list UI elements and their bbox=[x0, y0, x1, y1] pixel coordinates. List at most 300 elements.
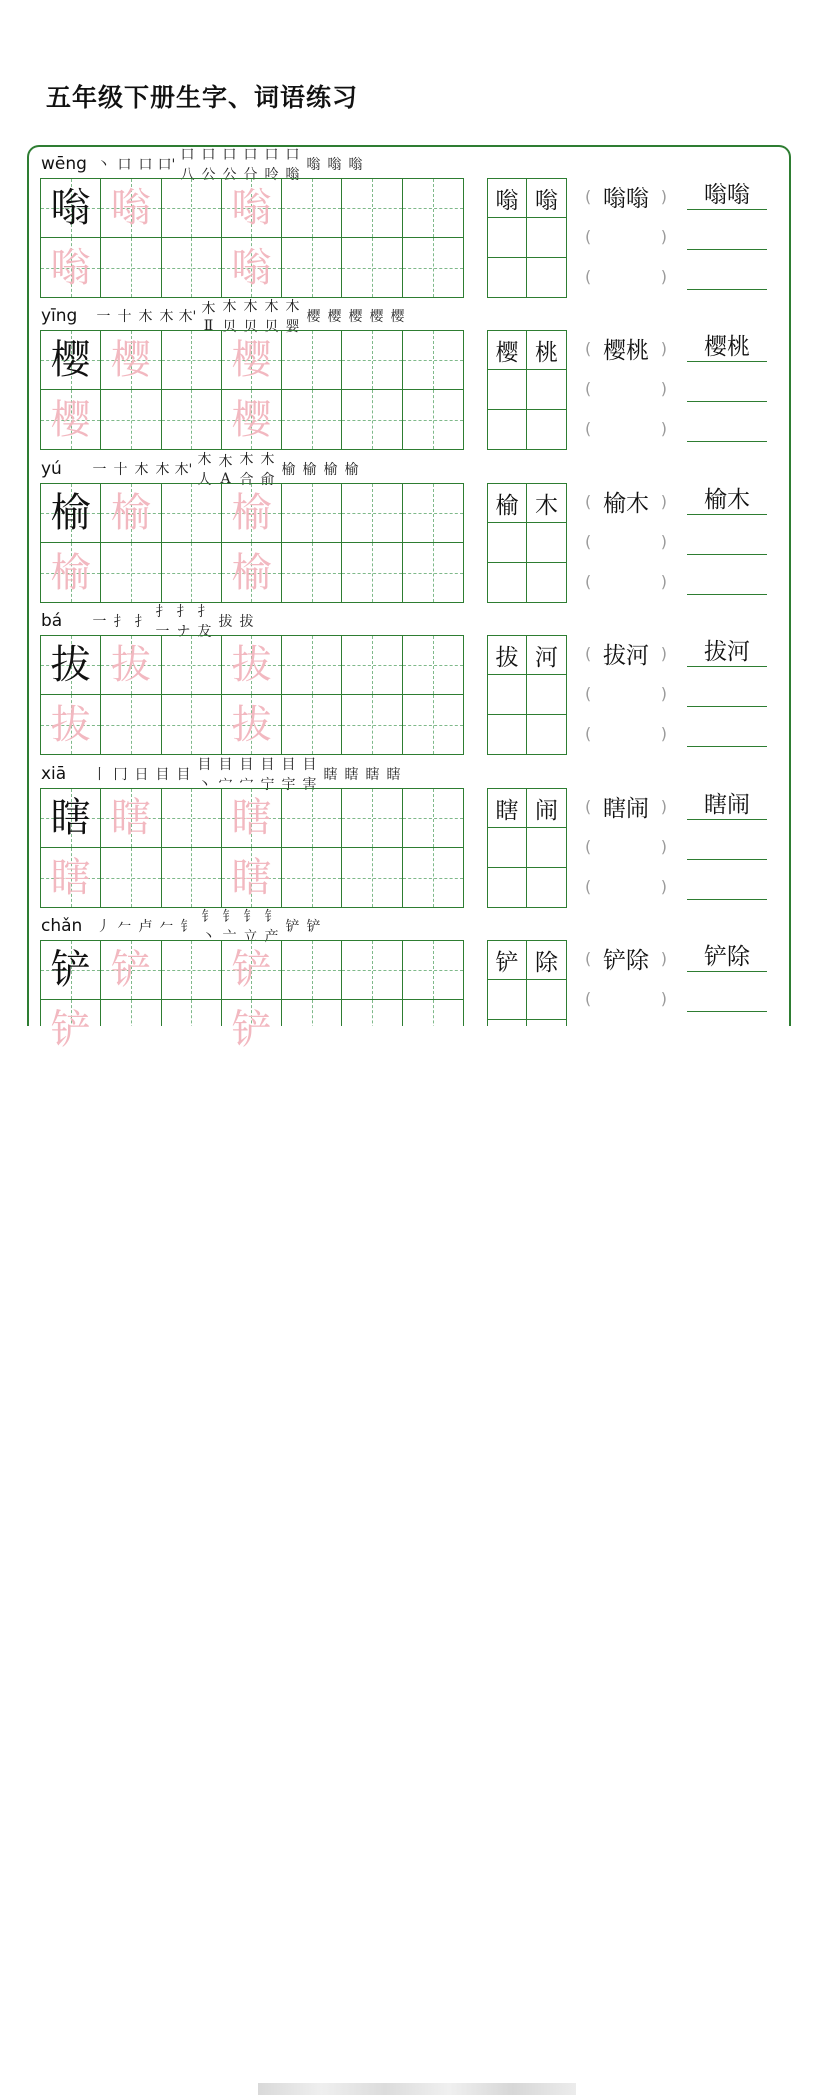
word-cell[interactable] bbox=[527, 410, 566, 449]
right-paren: ) bbox=[660, 531, 667, 551]
practice-cell[interactable] bbox=[222, 543, 282, 602]
right-paren: ) bbox=[660, 683, 667, 703]
word-cell[interactable] bbox=[488, 258, 527, 297]
word-cell[interactable] bbox=[527, 370, 566, 409]
stroke-step: 嗡 bbox=[327, 157, 342, 173]
right-paren: ) bbox=[660, 988, 667, 1008]
practice-block bbox=[29, 606, 791, 758]
word-cell[interactable] bbox=[488, 675, 527, 714]
word-character: 嗡 bbox=[535, 187, 558, 214]
practice-cell[interactable] bbox=[222, 390, 282, 449]
stroke-step: 木 bbox=[138, 309, 153, 325]
word-character: 嗡 bbox=[495, 187, 519, 214]
stroke-order bbox=[89, 757, 404, 793]
practice-cell[interactable] bbox=[403, 636, 463, 695]
stroke-step: 十 bbox=[113, 462, 128, 478]
practice-cell[interactable] bbox=[222, 941, 282, 1000]
trace-character: 嗡 bbox=[231, 244, 272, 291]
left-paren: ( bbox=[585, 643, 592, 663]
stroke-step: 钅立 bbox=[243, 909, 258, 945]
practice-cell[interactable] bbox=[222, 484, 282, 543]
practice-cell[interactable] bbox=[403, 390, 463, 449]
left-paren: ( bbox=[585, 796, 592, 816]
underline-slot[interactable] bbox=[687, 981, 767, 1012]
word-character: 河 bbox=[535, 644, 558, 671]
stroke-step: 口公 bbox=[201, 147, 216, 183]
stroke-step: 榆 bbox=[281, 462, 296, 478]
parenthesis-slot[interactable] bbox=[585, 566, 667, 596]
stroke-step: 木婴 bbox=[285, 299, 300, 335]
word-cell[interactable] bbox=[488, 789, 527, 828]
word-cell[interactable] bbox=[488, 563, 527, 602]
practice-cell[interactable] bbox=[342, 543, 402, 602]
parenthesis-slot[interactable] bbox=[585, 831, 667, 861]
underline-slot[interactable] bbox=[687, 259, 767, 290]
practice-cell[interactable] bbox=[282, 390, 342, 449]
trace-character: 瞎 bbox=[50, 854, 91, 901]
right-paren: ) bbox=[660, 491, 667, 511]
practice-cell[interactable] bbox=[162, 695, 222, 754]
practice-cell[interactable] bbox=[403, 484, 463, 543]
practice-cell[interactable] bbox=[222, 238, 282, 297]
practice-cell[interactable] bbox=[282, 331, 342, 390]
left-paren: ( bbox=[585, 226, 592, 246]
practice-cell[interactable] bbox=[282, 789, 342, 848]
word-character: 拔 bbox=[495, 644, 519, 671]
paren-word: 拔河 bbox=[603, 642, 649, 669]
stroke-step: 木人 bbox=[197, 452, 212, 488]
practice-cell[interactable] bbox=[342, 179, 402, 238]
parenthesis-slot[interactable] bbox=[585, 526, 667, 556]
practice-cell[interactable] bbox=[162, 484, 222, 543]
character-practice-grid bbox=[40, 788, 464, 908]
word-cell[interactable] bbox=[527, 179, 566, 218]
practice-cell[interactable] bbox=[403, 695, 463, 754]
practice-cell[interactable] bbox=[41, 695, 101, 754]
stroke-step: 一 bbox=[96, 309, 111, 325]
word-practice-box bbox=[487, 178, 567, 298]
underline-slot bbox=[687, 331, 767, 362]
underline-slot[interactable] bbox=[687, 564, 767, 595]
word-cell[interactable] bbox=[488, 941, 527, 980]
word-cell[interactable] bbox=[488, 410, 527, 449]
stroke-step: 钅丶 bbox=[201, 909, 216, 945]
stroke-step: 口 bbox=[138, 157, 153, 173]
word-cell[interactable] bbox=[488, 331, 527, 370]
pinyin-label: chǎn bbox=[41, 916, 83, 936]
underline-slot bbox=[687, 484, 767, 515]
trace-character: 樱 bbox=[231, 396, 272, 443]
practice-cell[interactable] bbox=[342, 238, 402, 297]
underline-slot[interactable] bbox=[687, 411, 767, 442]
practice-block bbox=[29, 759, 791, 911]
stroke-step: 目害 bbox=[302, 757, 317, 793]
stroke-step: 口㕣 bbox=[243, 147, 258, 183]
practice-cell[interactable] bbox=[222, 331, 282, 390]
paren-word: 榆木 bbox=[603, 490, 649, 517]
stroke-step: 铲 bbox=[306, 919, 321, 935]
word-cell[interactable] bbox=[488, 370, 527, 409]
practice-cell[interactable] bbox=[222, 695, 282, 754]
trace-character: 嗡 bbox=[110, 185, 151, 231]
word-cell[interactable] bbox=[488, 980, 527, 1019]
stroke-step: 日 bbox=[134, 767, 149, 783]
practice-cell[interactable] bbox=[403, 238, 463, 297]
word-cell[interactable] bbox=[488, 828, 527, 867]
trace-character: 榆 bbox=[231, 490, 272, 536]
parenthesis-slot[interactable] bbox=[585, 261, 667, 291]
practice-cell[interactable] bbox=[41, 238, 101, 297]
practice-cell[interactable] bbox=[101, 789, 161, 848]
practice-cell[interactable] bbox=[101, 484, 161, 543]
practice-cell[interactable] bbox=[403, 789, 463, 848]
practice-cell[interactable] bbox=[162, 848, 222, 907]
practice-cell[interactable] bbox=[403, 331, 463, 390]
practice-cell[interactable] bbox=[41, 390, 101, 449]
stroke-step: 目 bbox=[155, 767, 170, 783]
stroke-step: 口嗡 bbox=[285, 147, 300, 183]
underline-slot[interactable] bbox=[687, 829, 767, 860]
blurred-watermark-bar bbox=[258, 2083, 576, 2095]
pinyin-row bbox=[41, 915, 82, 937]
right-paren: ) bbox=[660, 378, 667, 398]
underline-slot[interactable] bbox=[687, 716, 767, 747]
paren-word: 嗡嗡 bbox=[603, 185, 649, 212]
practice-cell[interactable] bbox=[41, 941, 101, 1000]
word-cell[interactable] bbox=[488, 868, 527, 907]
left-paren: ( bbox=[585, 876, 592, 896]
practice-cell[interactable] bbox=[342, 390, 402, 449]
trace-character: 铲 bbox=[110, 947, 151, 993]
stroke-step: 丿 bbox=[96, 919, 111, 935]
practice-cell[interactable] bbox=[101, 390, 161, 449]
practice-cell[interactable] bbox=[162, 179, 222, 238]
left-paren: ( bbox=[585, 418, 592, 438]
stroke-step: 目宇 bbox=[281, 757, 296, 793]
trace-character: 瞎 bbox=[110, 795, 151, 841]
right-paren: ) bbox=[660, 266, 667, 286]
trace-character: 榆 bbox=[231, 549, 272, 596]
underline-word: 榆木 bbox=[704, 487, 750, 513]
practice-cell[interactable] bbox=[162, 543, 222, 602]
underline-word: 樱桃 bbox=[704, 334, 750, 360]
stroke-step: 榆 bbox=[344, 462, 359, 478]
stroke-step: 瞎 bbox=[323, 767, 338, 783]
practice-cell[interactable] bbox=[342, 695, 402, 754]
model-character: 樱 bbox=[50, 337, 91, 383]
word-cell[interactable] bbox=[527, 828, 566, 867]
stroke-step: 扌一 bbox=[155, 604, 170, 640]
stroke-step: 𠂉 bbox=[159, 919, 174, 935]
right-paren: ) bbox=[660, 571, 667, 591]
trace-character: 樱 bbox=[110, 337, 151, 383]
stroke-step: 瞎 bbox=[344, 767, 359, 783]
left-paren: ( bbox=[585, 338, 592, 358]
underline-slot[interactable] bbox=[687, 676, 767, 707]
word-character: 铲 bbox=[495, 949, 519, 976]
pinyin-label: yīng bbox=[41, 306, 78, 326]
underline-slot[interactable] bbox=[687, 219, 767, 250]
practice-cell[interactable] bbox=[282, 543, 342, 602]
practice-cell[interactable] bbox=[282, 484, 342, 543]
stroke-step: 口公 bbox=[222, 147, 237, 183]
trace-character: 嗡 bbox=[50, 244, 91, 291]
stroke-step: 冂 bbox=[113, 767, 128, 783]
underline-slot bbox=[687, 789, 767, 820]
trace-character: 榆 bbox=[50, 549, 91, 596]
trace-character: 樱 bbox=[50, 396, 91, 443]
stroke-step: 樱 bbox=[369, 309, 384, 325]
right-paren: ) bbox=[660, 418, 667, 438]
word-cell[interactable] bbox=[488, 218, 527, 257]
practice-cell[interactable] bbox=[222, 789, 282, 848]
underline-slot[interactable] bbox=[687, 869, 767, 900]
word-cell[interactable] bbox=[488, 523, 527, 562]
practice-cell[interactable] bbox=[282, 636, 342, 695]
right-paren: ) bbox=[660, 226, 667, 246]
stroke-step: 目宁 bbox=[260, 757, 275, 793]
practice-cell[interactable] bbox=[342, 636, 402, 695]
practice-cell[interactable] bbox=[101, 238, 161, 297]
word-cell[interactable] bbox=[527, 563, 566, 602]
stroke-step: 扌犮 bbox=[197, 604, 212, 640]
practice-cell[interactable] bbox=[162, 331, 222, 390]
worksheet-frame bbox=[27, 145, 791, 1065]
stroke-step: 口' bbox=[157, 157, 176, 173]
stroke-step: 一 bbox=[92, 614, 107, 630]
paren-word: 铲除 bbox=[603, 947, 649, 974]
left-paren: ( bbox=[585, 571, 592, 591]
character-practice-grid bbox=[40, 330, 464, 450]
stroke-step: 瞎 bbox=[365, 767, 380, 783]
word-cell[interactable] bbox=[527, 941, 566, 980]
stroke-step: 樱 bbox=[390, 309, 405, 325]
character-practice-grid bbox=[40, 483, 464, 603]
practice-cell[interactable] bbox=[41, 179, 101, 238]
practice-cell[interactable] bbox=[342, 484, 402, 543]
trace-character: 瞎 bbox=[231, 854, 272, 901]
stroke-step: 扌 bbox=[134, 614, 149, 630]
parenthesis-slot bbox=[585, 791, 667, 821]
pinyin-label: wēng bbox=[41, 154, 87, 174]
parenthesis-slot[interactable] bbox=[585, 373, 667, 403]
stroke-step: 一 bbox=[92, 462, 107, 478]
stroke-order bbox=[89, 604, 257, 640]
stroke-step: 扌ナ bbox=[176, 604, 191, 640]
model-character: 拔 bbox=[50, 642, 91, 688]
paren-word: 瞎闹 bbox=[603, 795, 649, 822]
practice-cell[interactable] bbox=[41, 543, 101, 602]
stroke-step: 木贝 bbox=[222, 299, 237, 335]
practice-cell[interactable] bbox=[222, 179, 282, 238]
stroke-step: 樱 bbox=[306, 309, 321, 325]
parenthesis-slot bbox=[585, 638, 667, 668]
right-paren: ) bbox=[660, 338, 667, 358]
practice-cell[interactable] bbox=[101, 543, 161, 602]
stroke-step: 口 bbox=[117, 157, 132, 173]
practice-cell[interactable] bbox=[41, 331, 101, 390]
word-cell[interactable] bbox=[527, 218, 566, 257]
underline-slot[interactable] bbox=[687, 371, 767, 402]
character-practice-grid bbox=[40, 635, 464, 755]
left-paren: ( bbox=[585, 378, 592, 398]
practice-cell[interactable] bbox=[41, 636, 101, 695]
underline-word: 嗡嗡 bbox=[704, 182, 750, 208]
stroke-step: 钅产 bbox=[264, 909, 279, 945]
word-character: 榆 bbox=[495, 492, 519, 519]
underline-slot[interactable] bbox=[687, 524, 767, 555]
parenthesis-slot[interactable] bbox=[585, 678, 667, 708]
pinyin-row bbox=[41, 305, 81, 327]
word-practice-box bbox=[487, 330, 567, 450]
parenthesis-slot[interactable] bbox=[585, 871, 667, 901]
practice-cell[interactable] bbox=[41, 789, 101, 848]
parenthesis-slot[interactable] bbox=[585, 413, 667, 443]
word-cell[interactable] bbox=[527, 331, 566, 370]
word-cell[interactable] bbox=[488, 484, 527, 523]
left-paren: ( bbox=[585, 988, 592, 1008]
practice-cell[interactable] bbox=[101, 848, 161, 907]
practice-cell[interactable] bbox=[101, 331, 161, 390]
left-paren: ( bbox=[585, 531, 592, 551]
stroke-step: 口八 bbox=[180, 147, 195, 183]
word-character: 桃 bbox=[535, 339, 558, 366]
left-paren: ( bbox=[585, 491, 592, 511]
stroke-step: 木合 bbox=[239, 452, 254, 488]
stroke-step: 瞎 bbox=[386, 767, 401, 783]
practice-cell[interactable] bbox=[101, 636, 161, 695]
stroke-step: 榆 bbox=[323, 462, 338, 478]
trace-character: 榆 bbox=[110, 490, 151, 536]
left-paren: ( bbox=[585, 723, 592, 743]
practice-cell[interactable] bbox=[282, 238, 342, 297]
practice-cell[interactable] bbox=[282, 848, 342, 907]
practice-cell[interactable] bbox=[162, 390, 222, 449]
underline-slot bbox=[687, 941, 767, 972]
stroke-order bbox=[93, 909, 324, 945]
trace-character: 拔 bbox=[110, 642, 151, 688]
practice-cell[interactable] bbox=[222, 636, 282, 695]
word-cell[interactable] bbox=[488, 715, 527, 754]
stroke-step: 榆 bbox=[302, 462, 317, 478]
practice-cell[interactable] bbox=[403, 941, 463, 1000]
word-cell[interactable] bbox=[527, 675, 566, 714]
practice-cell[interactable] bbox=[162, 789, 222, 848]
trace-character: 拔 bbox=[231, 701, 272, 748]
word-cell[interactable] bbox=[527, 523, 566, 562]
stroke-step: 樱 bbox=[327, 309, 342, 325]
word-cell[interactable] bbox=[527, 715, 566, 754]
model-character: 瞎 bbox=[50, 795, 91, 841]
stroke-step: 卢 bbox=[138, 919, 153, 935]
stroke-step: 𠂉 bbox=[117, 919, 132, 935]
practice-cell[interactable] bbox=[282, 941, 342, 1000]
word-cell[interactable] bbox=[527, 484, 566, 523]
practice-cell[interactable] bbox=[222, 848, 282, 907]
word-cell[interactable] bbox=[527, 868, 566, 907]
right-paren: ) bbox=[660, 796, 667, 816]
pinyin-row bbox=[41, 458, 81, 480]
practice-cell[interactable] bbox=[162, 636, 222, 695]
practice-cell[interactable] bbox=[162, 941, 222, 1000]
right-paren: ) bbox=[660, 948, 667, 968]
stroke-step: 钅 bbox=[180, 919, 195, 935]
parenthesis-slot bbox=[585, 943, 667, 973]
stroke-step: 目丶 bbox=[197, 757, 212, 793]
pinyin-label: xiā bbox=[41, 764, 67, 784]
practice-cell[interactable] bbox=[282, 695, 342, 754]
practice-block bbox=[29, 149, 791, 301]
word-cell[interactable] bbox=[527, 636, 566, 675]
word-character: 除 bbox=[535, 949, 558, 976]
underline-word: 瞎闹 bbox=[704, 792, 750, 818]
parenthesis-slot[interactable] bbox=[585, 718, 667, 748]
practice-block bbox=[29, 454, 791, 606]
practice-cell[interactable] bbox=[41, 848, 101, 907]
left-paren: ( bbox=[585, 266, 592, 286]
right-paren: ) bbox=[660, 186, 667, 206]
pinyin-row bbox=[41, 763, 81, 785]
trace-character: 樱 bbox=[231, 337, 272, 383]
practice-cell[interactable] bbox=[101, 179, 161, 238]
model-character: 嗡 bbox=[50, 185, 91, 231]
parenthesis-slot bbox=[585, 486, 667, 516]
word-practice-box bbox=[487, 483, 567, 603]
trace-character: 嗡 bbox=[231, 185, 272, 231]
word-cell[interactable] bbox=[527, 980, 566, 1019]
practice-cell[interactable] bbox=[403, 848, 463, 907]
trace-character: 铲 bbox=[231, 947, 272, 993]
stroke-step: 目宀 bbox=[218, 757, 233, 793]
stroke-step: 嗡 bbox=[348, 157, 363, 173]
practice-cell[interactable] bbox=[162, 238, 222, 297]
word-practice-box bbox=[487, 635, 567, 755]
practice-cell[interactable] bbox=[282, 179, 342, 238]
word-cell[interactable] bbox=[527, 789, 566, 828]
pinyin-row bbox=[41, 610, 81, 632]
practice-cell[interactable] bbox=[342, 331, 402, 390]
stroke-step: 丨 bbox=[92, 767, 107, 783]
practice-cell[interactable] bbox=[101, 695, 161, 754]
stroke-step: 扌 bbox=[113, 614, 128, 630]
stroke-order bbox=[93, 299, 408, 335]
word-cell[interactable] bbox=[527, 258, 566, 297]
practice-cell[interactable] bbox=[342, 941, 402, 1000]
practice-cell[interactable] bbox=[41, 484, 101, 543]
model-character: 铲 bbox=[50, 947, 91, 993]
parenthesis-slot[interactable] bbox=[585, 221, 667, 251]
stroke-order bbox=[89, 452, 362, 488]
underline-slot bbox=[687, 179, 767, 210]
word-character: 樱 bbox=[495, 339, 519, 366]
parenthesis-slot[interactable] bbox=[585, 983, 667, 1013]
practice-cell[interactable] bbox=[403, 543, 463, 602]
stroke-step: 拔 bbox=[239, 614, 254, 630]
word-cell[interactable] bbox=[488, 636, 527, 675]
stroke-step: 拔 bbox=[218, 614, 233, 630]
right-paren: ) bbox=[660, 876, 667, 896]
stroke-step: 木俞 bbox=[260, 452, 275, 488]
page-footer bbox=[0, 1026, 833, 1122]
word-character: 木 bbox=[535, 492, 558, 519]
word-practice-box bbox=[487, 788, 567, 908]
practice-cell[interactable] bbox=[403, 179, 463, 238]
practice-cell[interactable] bbox=[101, 941, 161, 1000]
stroke-step: 木贝 bbox=[264, 299, 279, 335]
word-cell[interactable] bbox=[488, 179, 527, 218]
practice-cell[interactable] bbox=[342, 789, 402, 848]
practice-cell[interactable] bbox=[342, 848, 402, 907]
